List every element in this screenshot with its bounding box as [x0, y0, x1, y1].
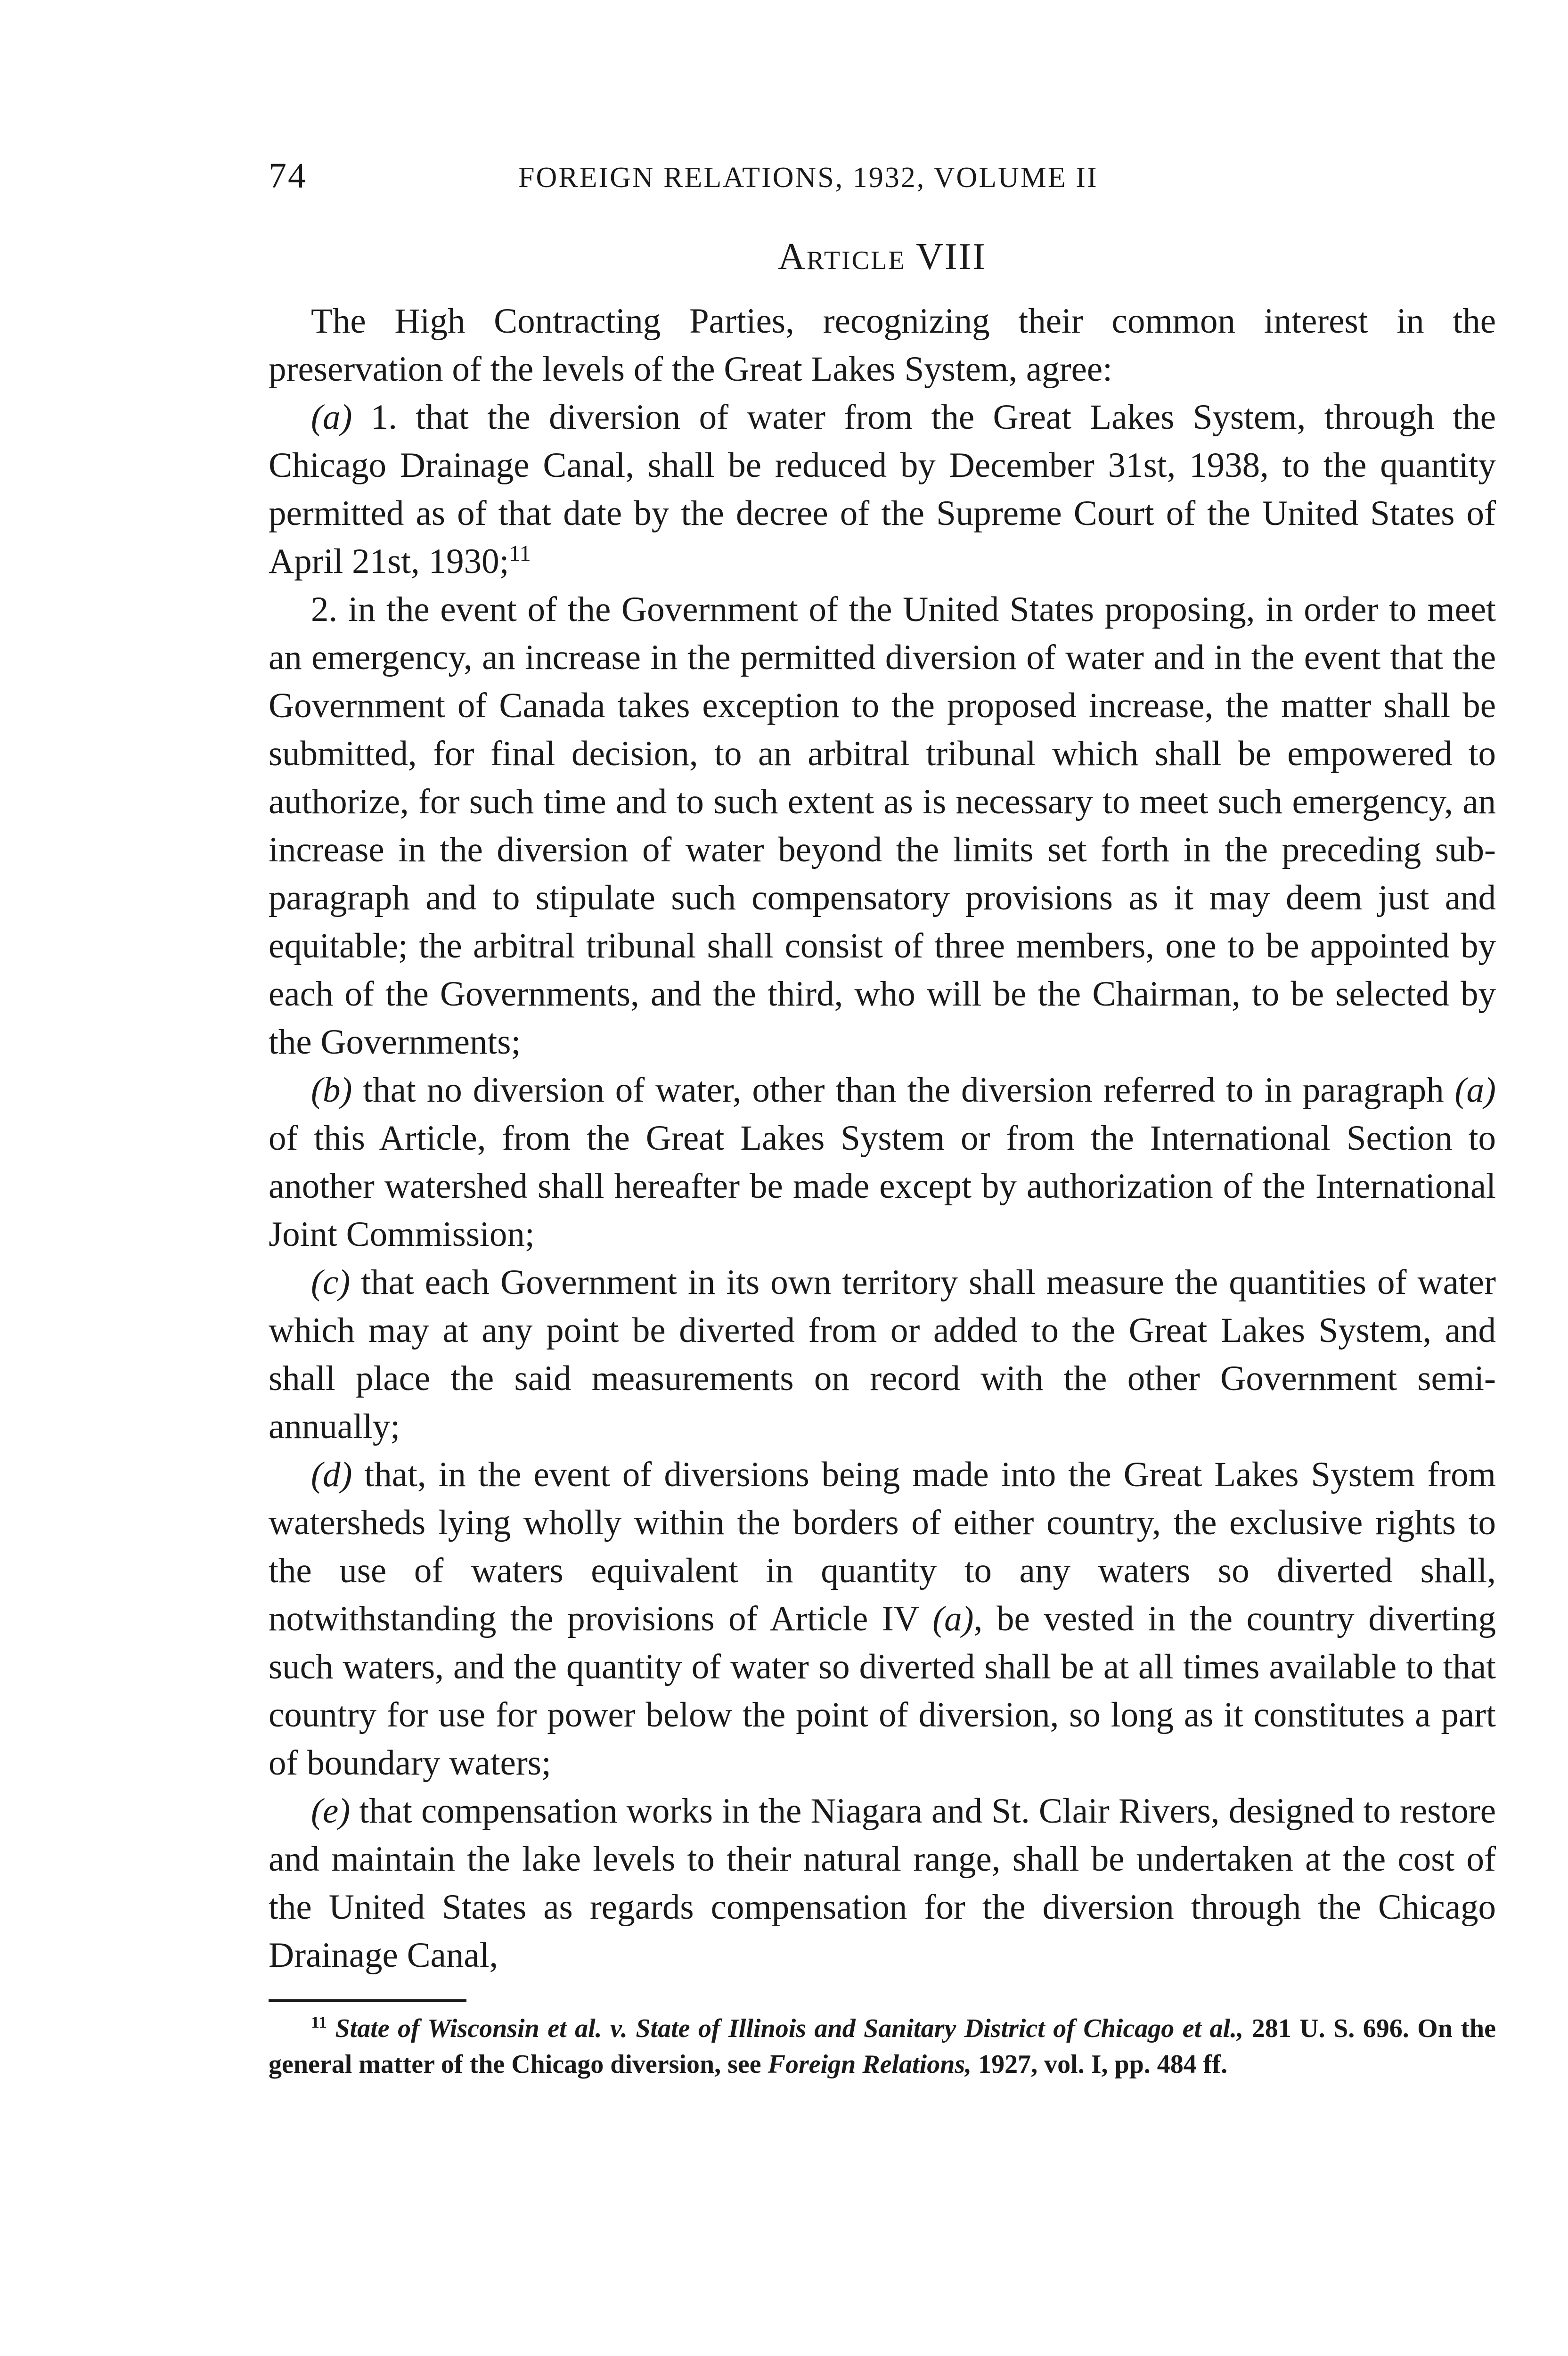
footnote-ref-11[interactable]: 11 — [509, 541, 531, 566]
article-body — [269, 297, 1496, 1980]
paragraph-c — [269, 1259, 1496, 1451]
footnote-11 — [269, 2011, 1496, 2082]
paragraph-d-text-2: , be vested in the country diverting such waters, and the quantity of water so diverted shall be at all times available to that country for use for power below the point of diversion, so long as it constitutes a part of boundary waters; — [269, 1599, 1496, 1783]
paragraph-e-text: that compensation works in the Niagara and St. Clair Rivers, designed to restore and maintain the lake levels to their natural range, shall be undertaken at the cost of the United States as regards compensation for the diversion through the Chicago Drainage Canal, — [269, 1792, 1496, 1975]
paragraph-a1 — [269, 393, 1496, 586]
article-heading: Article VIII — [778, 236, 987, 278]
article-intro: The High Contracting Parties, recognizing their common interest in the preservation of the levels of the Great Lakes System, agree: — [269, 302, 1496, 389]
paragraph-e-label: (e) — [311, 1792, 351, 1831]
footnote-source-detail: 1927, vol. I, pp. 484 ff. — [972, 2050, 1228, 2079]
paragraph-d-text-1: that, in the event of diversions being made into the Great Lakes System from watersheds lying wholly within the borders of either country, the exclusive rights to the use of waters equivalent in quantity to any waters so diverted shall, notwithstanding the provisions of Article IV — [269, 1455, 1496, 1638]
document-page — [269, 155, 1496, 2082]
paragraph-a-label: (a) — [311, 398, 352, 437]
paragraph-e — [269, 1787, 1496, 1980]
running-title: FOREIGN RELATIONS, 1932, VOLUME II — [518, 162, 1098, 194]
paragraph-d-label: (d) — [311, 1455, 352, 1494]
paragraph-c-text: that each Government in its own territory shall measure the quantities of water which may at any point be diverted from or added to the Great Lakes System, and shall place the said measurements on record with the other Government semi-annually; — [269, 1263, 1496, 1446]
paragraph-c-label: (c) — [311, 1263, 351, 1302]
footnote-source-title: Foreign Relations, — [768, 2050, 972, 2079]
paragraph-a2: 2. in the event of the Government of the United States proposing, in order to meet an emergency, an increase in the permitted diversion of water and in the event that the Government of Canada takes exception to the proposed increase, the matter shall be submitted, for final decision, to an arbitral tribunal which shall be empowered to authorize, for such time and to such extent as is necessary to meet such emergency, an increase in the diversion of water beyond the limits set forth in the preceding sub-paragraph and to stipulate such compensatory provisions as it may deem just and equitable; the arbitral tribunal shall consist of three members, one to be appointed by each of the Governments, and the third, who will be the Chairman, to be selected by the Governments; — [269, 590, 1496, 1062]
paragraph-b-text-2: of this Article, from the Great Lakes System or from the International Section to another watershed shall hereafter be made except by authorization of the International Joint Commission; — [269, 1119, 1496, 1254]
footnote-case-title: State of Wisconsin et al. v. State of Illinois and Sanitary District of Chicago et al., — [335, 2014, 1244, 2043]
paragraph-b — [269, 1066, 1496, 1259]
running-head — [269, 155, 1496, 207]
footnote-divider — [269, 1999, 466, 2002]
paragraph-b-text-1: that no diversion of water, other than the diversion referred to in paragraph — [352, 1071, 1455, 1110]
footnote-citation: 281 U. S. 696. On the general matter of the Chicago diversion, see — [269, 2014, 1496, 2079]
paragraph-d — [269, 1451, 1496, 1787]
paragraph-b-inner-label: (a) — [1454, 1071, 1496, 1110]
page-number: 74 — [269, 156, 307, 196]
paragraph-b-label: (b) — [311, 1071, 352, 1110]
paragraph-d-inner-label: (a) — [932, 1599, 974, 1638]
paragraph-a1-text: 1. that the diversion of water from the Great Lakes System, through the Chicago Drainage Canal, shall be reduced by December 31st, 1938, to the quantity permitted as of that date by the decree of the Supreme Court of the United States of April 21st, 1930; — [269, 398, 1496, 581]
footnote-mark: 11 — [311, 2012, 327, 2032]
